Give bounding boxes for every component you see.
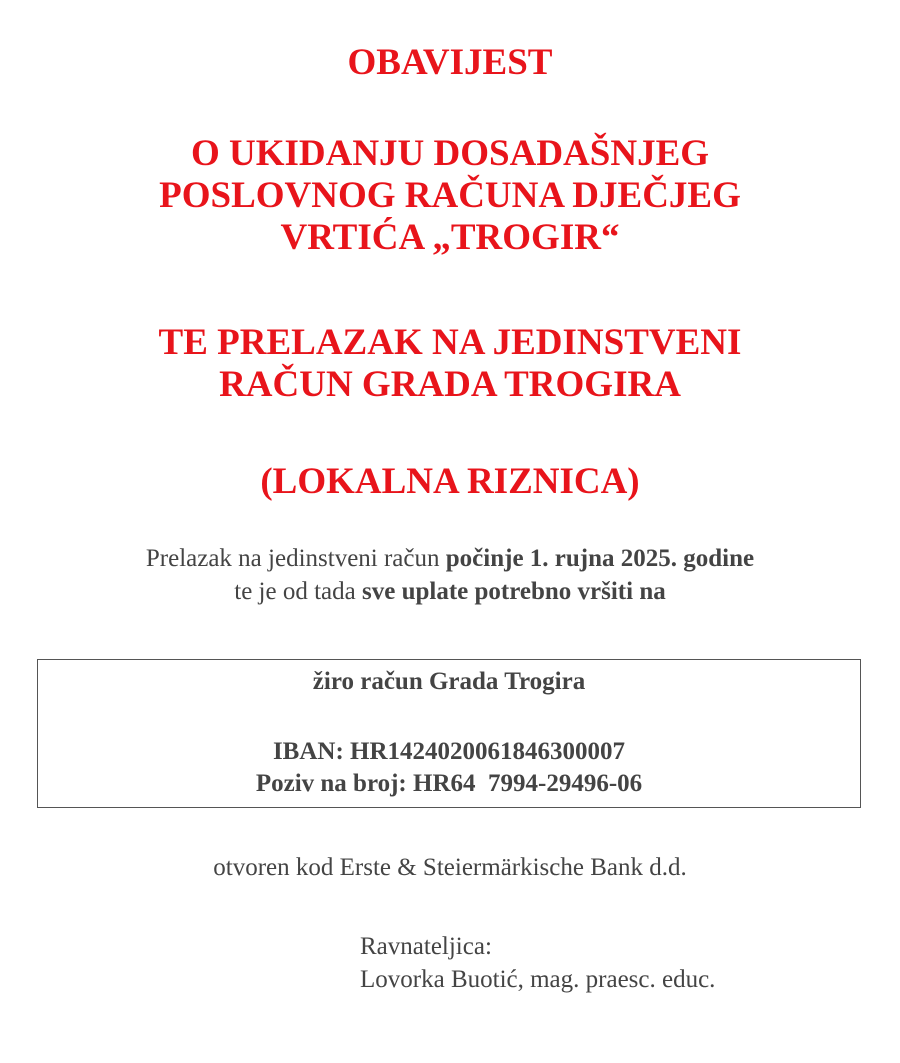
bank-info: otvoren kod Erste & Steiermärkische Bank d.d.: [213, 854, 687, 881]
intro-line-2-regular: te je od tada: [234, 578, 362, 605]
account-details-box: [37, 659, 861, 808]
notice-treasury: [0, 461, 900, 503]
signature-name: Lovorka Buotić, mag. praesc. educ.: [360, 966, 716, 993]
intro-line-1-regular: Prelazak na jedinstveni račun: [145, 545, 446, 572]
notice-transition: [0, 322, 900, 406]
intro-paragraph: [0, 542, 900, 608]
account-title: žiro račun Grada Trogira: [312, 668, 586, 695]
intro-line-2-bold: sve uplate potrebno vršiti na: [362, 578, 666, 605]
notice-treasury-text: (LOKALNA RIZNICA): [260, 461, 640, 502]
account-iban: IBAN: HR1424020061846300007: [272, 738, 626, 765]
notice-transition-line: RAČUN GRADA TROGIRA: [219, 364, 681, 405]
account-reference: Poziv na broj: HR64 7994-29496-06: [255, 770, 643, 797]
notice-title: [0, 42, 900, 84]
notice-subject-line: VRTIĆA „TROGIR“: [280, 217, 620, 258]
notice-transition-line: TE PRELAZAK NA JEDINSTVENI: [158, 322, 742, 363]
notice-title-text: OBAVIJEST: [347, 42, 553, 83]
signature-block: [360, 930, 715, 996]
notice-subject: [0, 133, 900, 259]
notice-subject-line: POSLOVNOG RAČUNA DJEČJEG: [159, 175, 741, 216]
intro-line-1: [0, 542, 900, 575]
intro-line-2: [0, 575, 900, 608]
signature-role: Ravnateljica:: [360, 933, 492, 960]
notice-subject-line: O UKIDANJU DOSADAŠNJEG: [190, 133, 710, 174]
intro-line-1-bold: počinje 1. rujna 2025. godine: [445, 545, 755, 572]
